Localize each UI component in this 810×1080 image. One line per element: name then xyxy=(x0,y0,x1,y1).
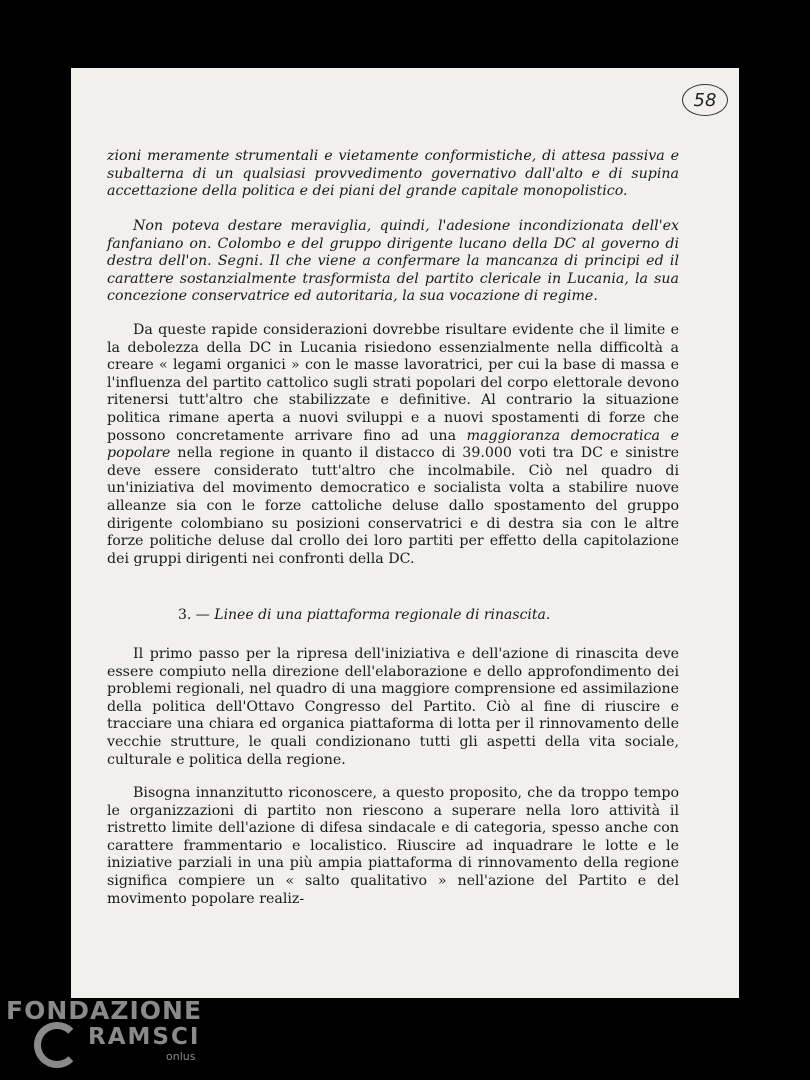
paragraph-4: Il primo passo per la ripresa dell'iniziativa e dell'azione di rinascita deve essere compiuto nella direzione dell'elaborazione e dello approfondimento dei problemi regionali, nel quadro di una maggiore comprensione ed assimilazione della politica dell'Ottavo Congresso del Partito. Ciò al fine di riuscire e tracciare una chiara ed organica piattaforma di lotta per il rinnovamento delle vecchie strutture, le quali condizionano tutti gli aspetti della vita sociale, culturale e politica della regione. xyxy=(107,646,679,768)
paragraph-3-emphasis: maggioranza democratica e popolare xyxy=(107,427,679,462)
logo-g-icon xyxy=(34,1022,80,1068)
paragraph-3-text-end: nella regione in quanto il distacco di 39.000 voti tra DC e sinistre deve essere considerato tutt'altro che incolmabile. Ciò nel quadro di un'iniziativa del movimento democratico e socialista volta a stabilire nuove alleanze sia con le forze cattoliche deluse dallo spostamento del gruppo dirigente colombiano su posizioni conservatrici e di destra sia con le altre forze politiche deluse dal crollo dei loro partiti per effetto della capitolazione dei gruppi dirigenti nei confronti della DC. xyxy=(107,445,679,567)
section-number: 3. — xyxy=(178,607,210,623)
paragraph-2: Non poteva destare meraviglia, quindi, l'adesione incondizionata dell'ex fanfaniano on. Colombo e del gruppo dirigente lucano della DC al governo di destra dell'on. Segni. Il che viene a confermare la mancanza di principi ed il carattere sostanzialmente trasformista del partito clericale in Lucania, la sua concezione conservatrice ed autoritaria, la sua vocazione di regime. xyxy=(107,218,679,305)
section-heading xyxy=(178,607,738,623)
logo-text-onlus: onlus xyxy=(166,1050,196,1063)
section-title: Linee di una piattaforma regionale di rinascita. xyxy=(214,607,551,623)
page-number: 58 xyxy=(682,84,728,116)
logo-text-fondazione: FONDAZIONE xyxy=(6,996,203,1025)
logo-text-gramsci: RAMSCI xyxy=(88,1024,201,1050)
paragraph-1: zioni meramente strumentali e vietamente conformistiche, di attesa passiva e subalterna di un qualsiasi provvedimento governativo dall'alto e di supina accettazione della politica e dei piani del grande capitale monopolistico. xyxy=(107,148,679,200)
paragraph-3 xyxy=(107,322,679,568)
fondazione-gramsci-logo xyxy=(6,996,206,1076)
paragraph-3-text-start: Da queste rapide considerazioni dovrebbe risultare evidente che il limite e la debolezza della DC in Lucania risiedono essenzialmente nella difficoltà a creare « legami organici » con le masse lavoratrici, per cui la base di massa e l'influenza del partito cattolico sugli strati popolari del corpo elettorale devono ritenersi tutt'altro che stabilizzate e definitive. Al contrario la situazione politica rimane aperta a nuovi sviluppi e a nuovi spostamenti di forze che possono concretamente arrivare fino ad una xyxy=(107,322,679,444)
paragraph-5: Bisogna innanzitutto riconoscere, a questo proposito, che da troppo tempo le organizzazioni di partito non riescono a superare nella loro attività il ristretto limite dell'azione di difesa sindacale e di categoria, spesso anche con carattere frammentario e localistico. Riuscire ad inquadrare le lotte e le iniziative parziali in una più ampia piattaforma di rinnovamento della regione significa compiere un « salto qualitativo » nell'azione del Partito e del movimento popolare realiz- xyxy=(107,785,679,907)
